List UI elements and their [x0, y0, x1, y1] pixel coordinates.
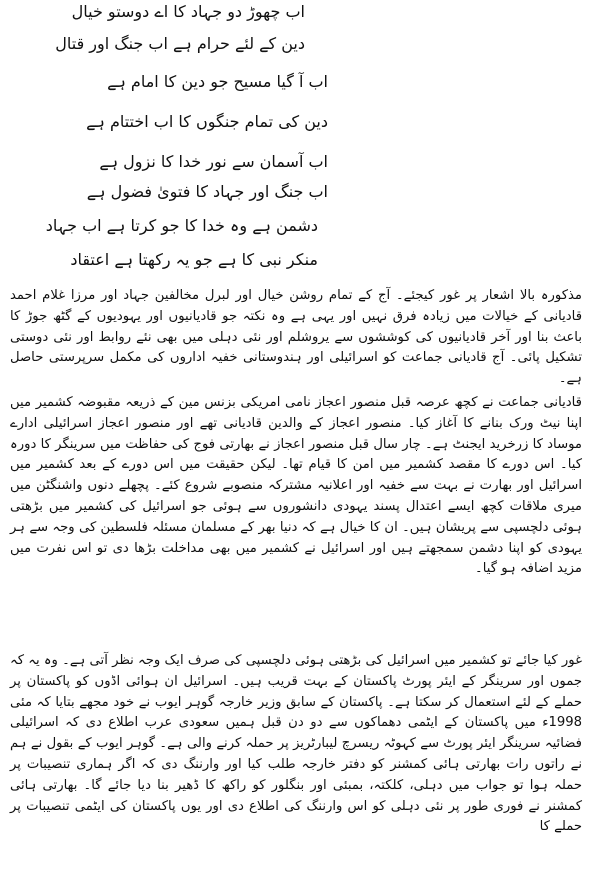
verse-line: اب جنگ اور جہاد کا فتویٰ فضول ہے [86, 182, 328, 201]
paragraph: مذکورہ بالا اشعار پر غور کیجئے۔ آج کے تمام روشن خیال اور لبرل مخالفین جہاد اور مرزا غلام احمد قادیانی کے خیالات میں زیادہ فرق نہیں اور یہی ہے وہ نکتہ جو قادیانیوں اور یہودیوں کے گٹھ جوڑ کا باعث بنا اور آخر قادیانیوں کی کوششوں سے یروشلم اور نئی دہلی میں بھی نئے روابط اور نئی دوستی تشکیل پائی۔ آج قادیانی جماعت کو اسرائیلی اور ہندوستانی خفیہ اداروں کی مکمل سرپرستی حاصل ہے۔ [10, 288, 582, 387]
verse-line: اب آ گیا مسیح جو دین کا امام ہے [107, 72, 328, 91]
paragraph: غور کیا جائے تو کشمیر میں اسرائیل کی بڑھتی ہوئی دلچسپی کی صرف ایک وجہ نظر آتی ہے۔ وہ یہ کہ جموں اور سرینگر کے ایئر پورٹ پاکستان کے بہت قریب ہیں۔ اسرائیل ان ہوائی اڈوں کو پاکستان پر حملے کے لئے استعمال کر سکتا ہے۔ پاکستان کے سابق وزیر خارجہ گوہر ایوب نے خود مجھے بتایا کہ مئی 1998ء میں پاکستان کے ایٹمی دھماکوں سے دو دن قبل ہمیں سعودی عرب اطلاع دی کہ اسرائیلی فضائیہ سرینگر ایئر پورٹ سے کہوٹہ ریسرچ لیبارٹریز پر حملہ کرنے والی ہے۔ گوہر ایوب کے بقول نے ہم نے راتوں رات بھارتی ہائی کمشنر کو دفتر خارجہ طلب کیا اور وارننگ دی کہ اگر ہماری تنصیبات پر حملہ ہوا تو جواب میں دہلی، کلکتہ، بمبئی اور بنگلور کو راکھ کا ڈھیر بنا دیا جائے گا۔ بھارتی ہائی کمشنر نے فوری طور پر نئی دہلی کو اس وارننگ کی اطلاع دی اور یوں پاکستان کی ایٹمی تنصیبات پر حملے کا [10, 653, 582, 835]
verse-line: اب چھوڑ دو جہاد کا اے دوستو خیال [71, 2, 305, 21]
verse-line: منکر نبی کا ہے جو یہ رکھتا ہے اعتقاد [70, 250, 318, 269]
verse-line: دین کی تمام جنگوں کا اب اختتام ہے [86, 112, 328, 131]
paragraph: قادیانی جماعت نے کچھ عرصہ قبل منصور اعجاز نامی امریکی بزنس مین کے ذریعہ مقبوضہ کشمیر میں اپنا نیٹ ورک بنانے کا آغاز کیا۔ منصور اعجاز کے والدین قادیانی تھے اور منصور اعجاز اسرائیلی ادارے موساد کا زرخرید ایجنٹ ہے۔ چار سال قبل منصور اعجاز نے بھارتی فوج کی حفاظت میں سرینگر کا دورہ کیا۔ اس دورے کا مقصد کشمیر میں امن کا قیام تھا۔ لیکن حقیقت میں اس دورے کے بعد کشمیر میں اسرائیل اور بھارت نے بہت سے خفیہ اور اعلانیہ مشترکہ منصوبے شروع کئے۔ پچھلے دنوں واشنگٹن میں میری ملاقات کچھ ایسے اعتدال پسند یہودی دانشوروں سے ہوئی جو اسرائیل کی کشمیر میں بڑھتی ہوئی دلچسپی سے پریشان ہیں۔ ان کا خیال ہے کہ دنیا بھر کے مسلمان مسئلہ فلسطین کی وجہ سے ہر یہودی کو اپنا دشمن سمجھتے ہیں اور اسرائیل نے کشمیر میں بھی مداخلت بڑھا دی تو اس نفرت میں مزید اضافہ ہو گیا۔ [10, 395, 582, 577]
verse-line: دین کے لئے حرام ہے اب جنگ اور قتال [55, 34, 305, 53]
verse-line: دشمن ہے وہ خدا کا جو کرتا ہے اب جہاد [45, 216, 318, 235]
verse-line: اب آسمان سے نور خدا کا نزول ہے [99, 152, 328, 171]
